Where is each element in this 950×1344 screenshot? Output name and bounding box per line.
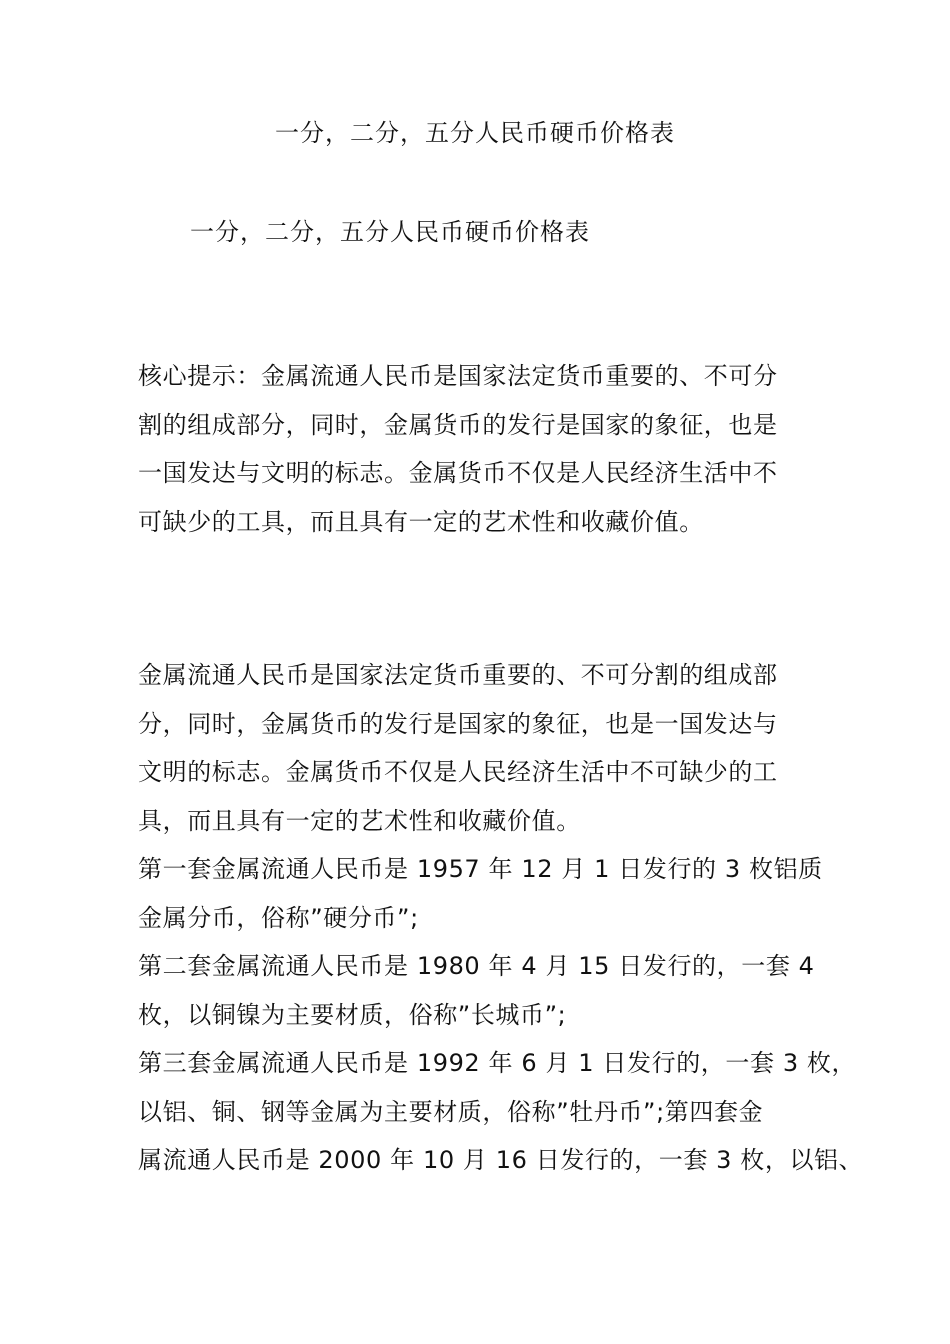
document-title: 一分，二分，五分人民币硬币价格表 — [275, 119, 675, 147]
paragraph-line: 第一套金属流通人民币是 1957 年 12 月 1 日发行的 3 枚铝质 — [138, 855, 823, 883]
paragraph-line: 属流通人民币是 2000 年 10 月 16 日发行的，一套 3 枚，以铝、 — [138, 1146, 864, 1174]
body-paragraph — [138, 651, 864, 1185]
summary-paragraph — [138, 352, 838, 546]
paragraph-line: 金属流通人民币是国家法定货币重要的、不可分割的组成部 — [138, 661, 778, 689]
paragraph-line: 分，同时，金属货币的发行是国家的象征，也是一国发达与 — [138, 709, 778, 738]
paragraph-line: 枚，以铜镍为主要材质，俗称”长城币”; — [138, 1000, 567, 1029]
paragraph-line: 割的组成部分，同时，金属货币的发行是国家的象征，也是 — [138, 410, 778, 439]
document-subtitle: 一分，二分，五分人民币硬币价格表 — [190, 218, 590, 246]
paragraph-line: 金属分币，俗称”硬分币”; — [138, 903, 419, 932]
paragraph-line: 一国发达与文明的标志。金属货币不仅是人民经济生活中不 — [138, 459, 778, 487]
paragraph-line: 第三套金属流通人民币是 1992 年 6 月 1 日发行的，一套 3 枚， — [138, 1049, 857, 1077]
paragraph-line: 核心提示：金属流通人民币是国家法定货币重要的、不可分 — [138, 362, 778, 390]
paragraph-line: 以铝、铜、钢等金属为主要材质，俗称”牡丹币”;第四套金 — [138, 1097, 764, 1126]
paragraph-line: 可缺少的工具，而且具有一定的艺术性和收藏价值。 — [138, 507, 704, 536]
paragraph-line: 文明的标志。金属货币不仅是人民经济生活中不可缺少的工 — [138, 758, 778, 786]
paragraph-line: 具，而且具有一定的艺术性和收藏价值。 — [138, 806, 581, 835]
paragraph-line: 第二套金属流通人民币是 1980 年 4 月 15 日发行的，一套 4 — [138, 952, 815, 980]
